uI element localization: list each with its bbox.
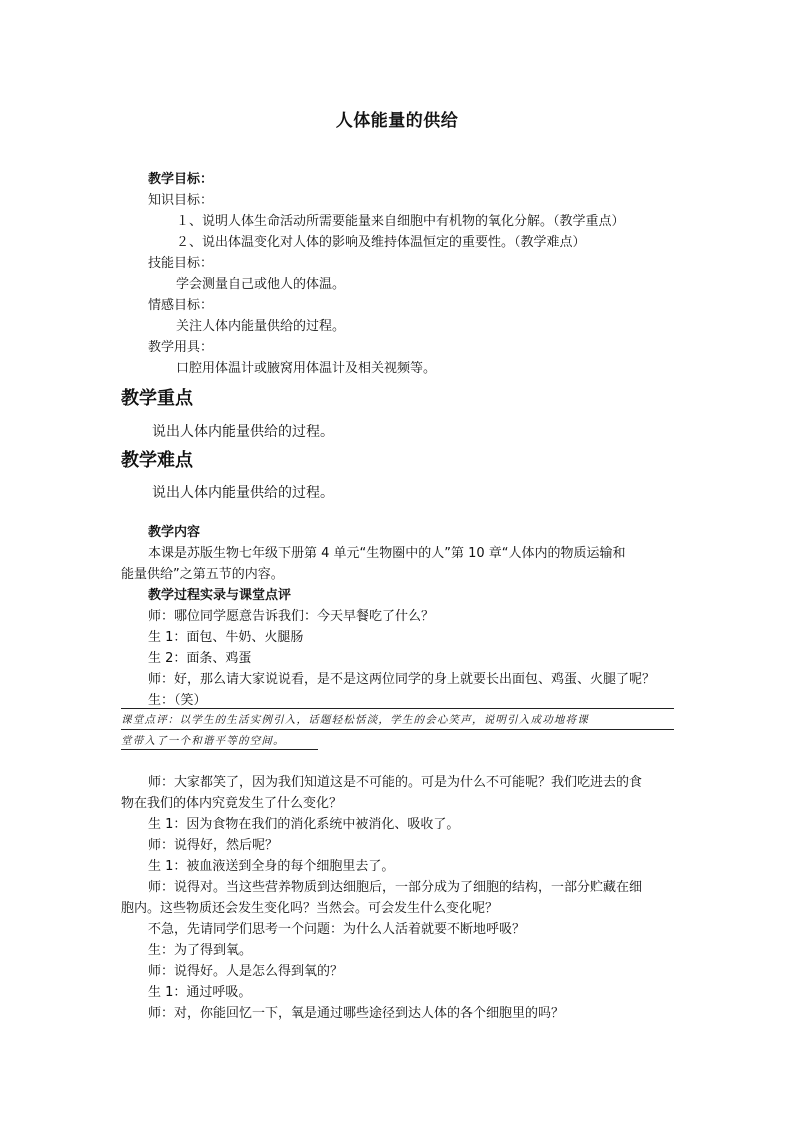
emotion-goal-1: 关注人体内能量供给的过程。 <box>176 319 346 334</box>
process-heading: 教学过程实录与课堂点评 <box>148 588 292 603</box>
dialogue-line: 生 1：通过呼吸。 <box>148 985 252 1000</box>
key-point-heading: 教学重点 <box>121 388 193 409</box>
knowledge-goal-2: ２、说出体温变化对人体的影响及维持体温恒定的重要性。（教学难点） <box>176 235 586 250</box>
dialogue-line: 师：好，那么请大家说说看，是不是这两位同学的身上就要长出面包、鸡蛋、火腿了呢？ <box>148 672 656 687</box>
dialogue-line: 生：为了得到氧。 <box>148 943 253 958</box>
content-line-1: 本课是苏版生物七年级下册第 4 单元“生物圈中的人”第 10 章“人体内的物质运输和 <box>148 546 626 561</box>
knowledge-goals-label: 知识目标： <box>148 193 214 208</box>
skill-goal-1: 学会测量自己或他人的体温。 <box>176 277 346 292</box>
dialogue-line: 师：说得好，然后呢？ <box>148 838 279 853</box>
difficult-point-heading: 教学难点 <box>121 450 193 471</box>
content-line-2: 能量供给”之第五节的内容。 <box>121 567 284 582</box>
classroom-comment-line-2: 堂带入了一个和谐平等的空间。 <box>121 735 285 747</box>
goals-heading: 教学目标： <box>148 172 214 187</box>
teaching-tools-text: 口腔用体温计或腋窝用体温计及相关视频等。 <box>176 361 437 376</box>
dialogue-line: 师：大家都笑了，因为我们知道这是不可能的。可是为什么不可能呢？我们吃进去的食 <box>148 775 643 790</box>
dialogue-line: 物在我们的体内究竟发生了什么变化？ <box>121 796 343 811</box>
teaching-tools-label: 教学用具： <box>148 340 214 355</box>
dialogue-line: 生 1：因为食物在我们的消化系统中被消化、吸收了。 <box>148 817 460 832</box>
dialogue-line: 生 1：面包、牛奶、火腿肠 <box>148 630 304 645</box>
dialogue-line: 不急，先请同学们思考一个问题：为什么人活着就要不断地呼吸？ <box>148 922 526 937</box>
comment-bottom-rule <box>121 749 318 750</box>
emotion-goals-label: 情感目标： <box>148 298 214 313</box>
dialogue-line: 生 2：面条、鸡蛋 <box>148 651 252 666</box>
dialogue-line: 师：说得好。人是怎么得到氧的？ <box>148 964 344 979</box>
comment-top-rule <box>121 708 674 709</box>
dialogue-line: 师：哪位同学愿意告诉我们：今天早餐吃了什么？ <box>148 609 435 624</box>
dialogue-line: 生：（笑） <box>148 693 207 708</box>
knowledge-goal-1: １、说明人体生命活动所需要能量来自细胞中有机物的氧化分解。（教学重点） <box>176 214 625 229</box>
dialogue-line: 胞内。这些物质还会发生变化吗？当然会。可会发生什么变化呢？ <box>121 901 499 916</box>
skill-goals-label: 技能目标： <box>148 256 214 271</box>
difficult-point-text: 说出人体内能量供给的过程。 <box>152 485 334 501</box>
dialogue-line: 师：说得对。当这些营养物质到达细胞后，一部分成为了细胞的结构，一部分贮藏在细 <box>148 880 643 895</box>
dialogue-line: 生 1：被血液送到全身的每个细胞里去了。 <box>148 859 395 874</box>
content-heading: 教学内容 <box>148 525 201 540</box>
comment-middle-rule <box>121 729 674 730</box>
page-title: 人体能量的供给 <box>335 111 459 131</box>
classroom-comment-line-1: 课堂点评：以学生的生活实例引入，话题轻松恬淡，学生的会心笑声，说明引入成功地将课 <box>121 714 589 726</box>
key-point-text: 说出人体内能量供给的过程。 <box>152 424 334 440</box>
dialogue-line: 师：对，你能回忆一下，氧是通过哪些途径到达人体的各个细胞里的吗？ <box>148 1006 565 1021</box>
